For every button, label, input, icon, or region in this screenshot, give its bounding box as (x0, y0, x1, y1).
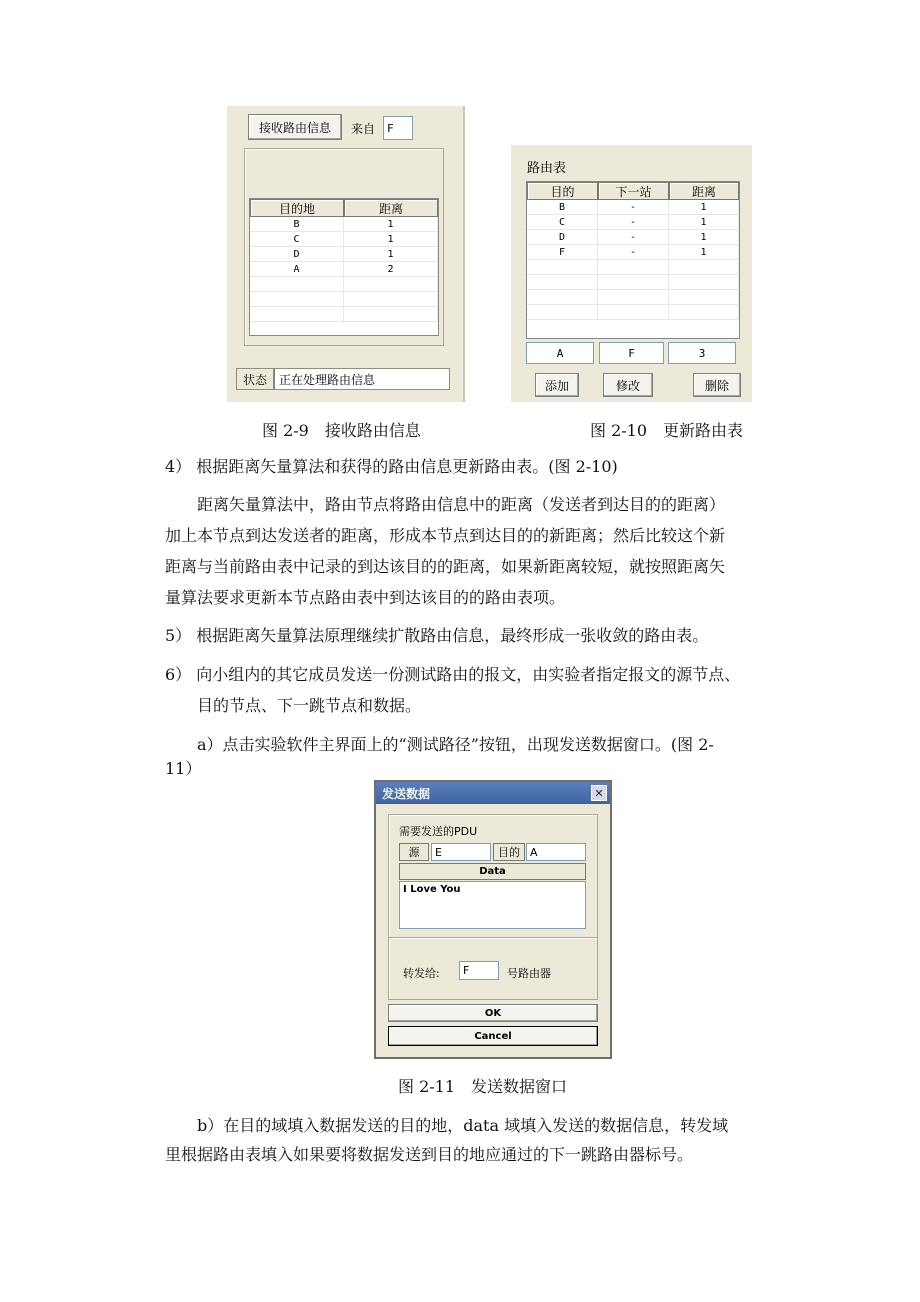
destination-input[interactable]: A (526, 342, 594, 364)
table-row-empty (527, 305, 739, 320)
paragraph-step-5: 5） 根据距离矢量算法原理继续扩散路由信息，最终形成一张收敛的路由表。 (165, 626, 709, 645)
cell-dist: 1 (344, 232, 438, 246)
source-input[interactable]: E (431, 843, 491, 861)
window-title: 发送数据 (382, 786, 431, 801)
table-row[interactable] (250, 262, 438, 277)
add-button[interactable]: 添加 (535, 373, 579, 397)
paragraph-step-a-line-2: 11） (165, 759, 202, 778)
table-rows (250, 217, 438, 322)
cell-next: - (598, 230, 669, 244)
table-row-empty (527, 275, 739, 290)
paragraph-step-6-line-2: 目的节点、下一跳节点和数据。 (197, 696, 422, 715)
caption-fig-2-10: 图 2-10 更新路由表 (590, 421, 744, 440)
pdu-group (388, 814, 598, 1000)
cell-dist: 1 (669, 215, 739, 229)
cell-dist: 1 (669, 230, 739, 244)
cell-dest: F (527, 245, 598, 259)
cell-dest: A (250, 262, 344, 276)
table-row[interactable] (527, 245, 739, 260)
cancel-button[interactable]: Cancel (388, 1026, 598, 1046)
routing-info-table (249, 198, 439, 336)
from-label: 来自 (351, 122, 376, 136)
status-label: 状态 (237, 369, 274, 389)
data-textarea[interactable]: I Love You (399, 881, 586, 929)
table-row-empty (527, 260, 739, 275)
window-titlebar (376, 782, 610, 804)
table-row[interactable] (250, 232, 438, 247)
pdu-group-label: 需要发送的PDU (399, 825, 478, 838)
col-header-destination[interactable]: 目的 (527, 182, 598, 200)
cell-dist: 1 (669, 245, 739, 259)
table-row-empty (250, 277, 438, 292)
paragraph-algo-line-4: 量算法要求更新本节点路由表中到达该目的的路由表项。 (165, 588, 566, 607)
close-icon[interactable]: ✕ (591, 785, 607, 801)
paragraph-step-a-line-1: a）点击实验软件主界面上的“测试路径”按钮，出现发送数据窗口。(图 2- (197, 735, 714, 754)
dest-label: 目的 (498, 846, 520, 859)
routing-table (526, 181, 740, 339)
destination-input[interactable]: A (526, 843, 586, 861)
forward-input[interactable]: F (459, 961, 499, 980)
table-row[interactable] (527, 200, 739, 215)
paragraph-step-4: 4） 根据距离矢量算法和获得的路由信息更新路由表。(图 2-10) (165, 457, 618, 476)
col-header-distance[interactable]: 距离 (344, 199, 438, 217)
source-label: 源 (408, 846, 420, 859)
group-divider (389, 937, 597, 939)
dest-label-box (493, 843, 525, 861)
table-row[interactable] (250, 217, 438, 232)
forward-label: 转发给: (403, 967, 440, 980)
table-rows (527, 200, 739, 320)
paragraph-algo-line-2: 加上本节点到达发送者的距离，形成本节点到达目的的新距离；然后比较这个新 (165, 526, 726, 545)
paragraph-step-6-line-1: 6） 向小组内的其它成员发送一份测试路由的报文，由实验者指定报文的源节点、 (165, 665, 741, 684)
cell-dest: D (527, 230, 598, 244)
table-row[interactable] (250, 247, 438, 262)
status-bar (236, 368, 450, 390)
modify-button[interactable]: 修改 (603, 373, 653, 397)
send-data-window (374, 780, 612, 1059)
cell-next: - (598, 245, 669, 259)
data-header: Data (399, 863, 586, 880)
figure-2-10-routing-table (511, 145, 752, 402)
distance-input[interactable]: 3 (668, 342, 736, 364)
paragraph-step-b-line-1: b）在目的域填入数据发送的目的地，data 域填入发送的数据信息，转发域 (197, 1116, 729, 1135)
cell-dist: 1 (669, 200, 739, 214)
status-value: 正在处理路由信息 (274, 369, 449, 389)
next-hop-input[interactable]: F (599, 342, 664, 364)
cell-dest: D (250, 247, 344, 261)
cell-dest: C (250, 232, 344, 246)
cell-next: - (598, 215, 669, 229)
col-header-next-hop[interactable]: 下一站 (598, 182, 669, 200)
receive-routing-info-button[interactable]: 接收路由信息 (248, 114, 342, 140)
cell-dist: 1 (344, 247, 438, 261)
source-label-box (399, 843, 429, 861)
router-suffix-label: 号路由器 (507, 967, 551, 980)
table-row-empty (250, 292, 438, 307)
caption-fig-2-11: 图 2-11 发送数据窗口 (398, 1077, 568, 1096)
table-row-empty (250, 307, 438, 322)
col-header-destination[interactable]: 目的地 (250, 199, 344, 217)
cell-dist: 1 (344, 217, 438, 231)
caption-fig-2-9: 图 2-9 接收路由信息 (262, 421, 421, 440)
cell-dest: B (527, 200, 598, 214)
cell-dist: 2 (344, 262, 438, 276)
paragraph-algo-line-1: 距离矢量算法中，路由节点将路由信息中的距离（发送者到达目的的距离） (197, 495, 726, 514)
from-input[interactable]: F (383, 116, 413, 140)
paragraph-algo-line-3: 距离与当前路由表中记录的到达该目的的距离，如果新距离较短，就按照距离矢 (165, 557, 726, 576)
ok-button[interactable]: OK (388, 1004, 598, 1022)
cell-next: - (598, 200, 669, 214)
cell-dest: C (527, 215, 598, 229)
cell-dest: B (250, 217, 344, 231)
table-row-empty (527, 290, 739, 305)
figure-2-9-receive-routing (227, 106, 465, 402)
table-row[interactable] (527, 215, 739, 230)
col-header-distance[interactable]: 距离 (669, 182, 739, 200)
table-row[interactable] (527, 230, 739, 245)
delete-button[interactable]: 删除 (693, 373, 741, 397)
routing-table-title: 路由表 (527, 161, 567, 176)
paragraph-step-b-line-2: 里根据路由表填入如果要将数据发送到目的地应通过的下一跳路由器标号。 (165, 1145, 694, 1164)
